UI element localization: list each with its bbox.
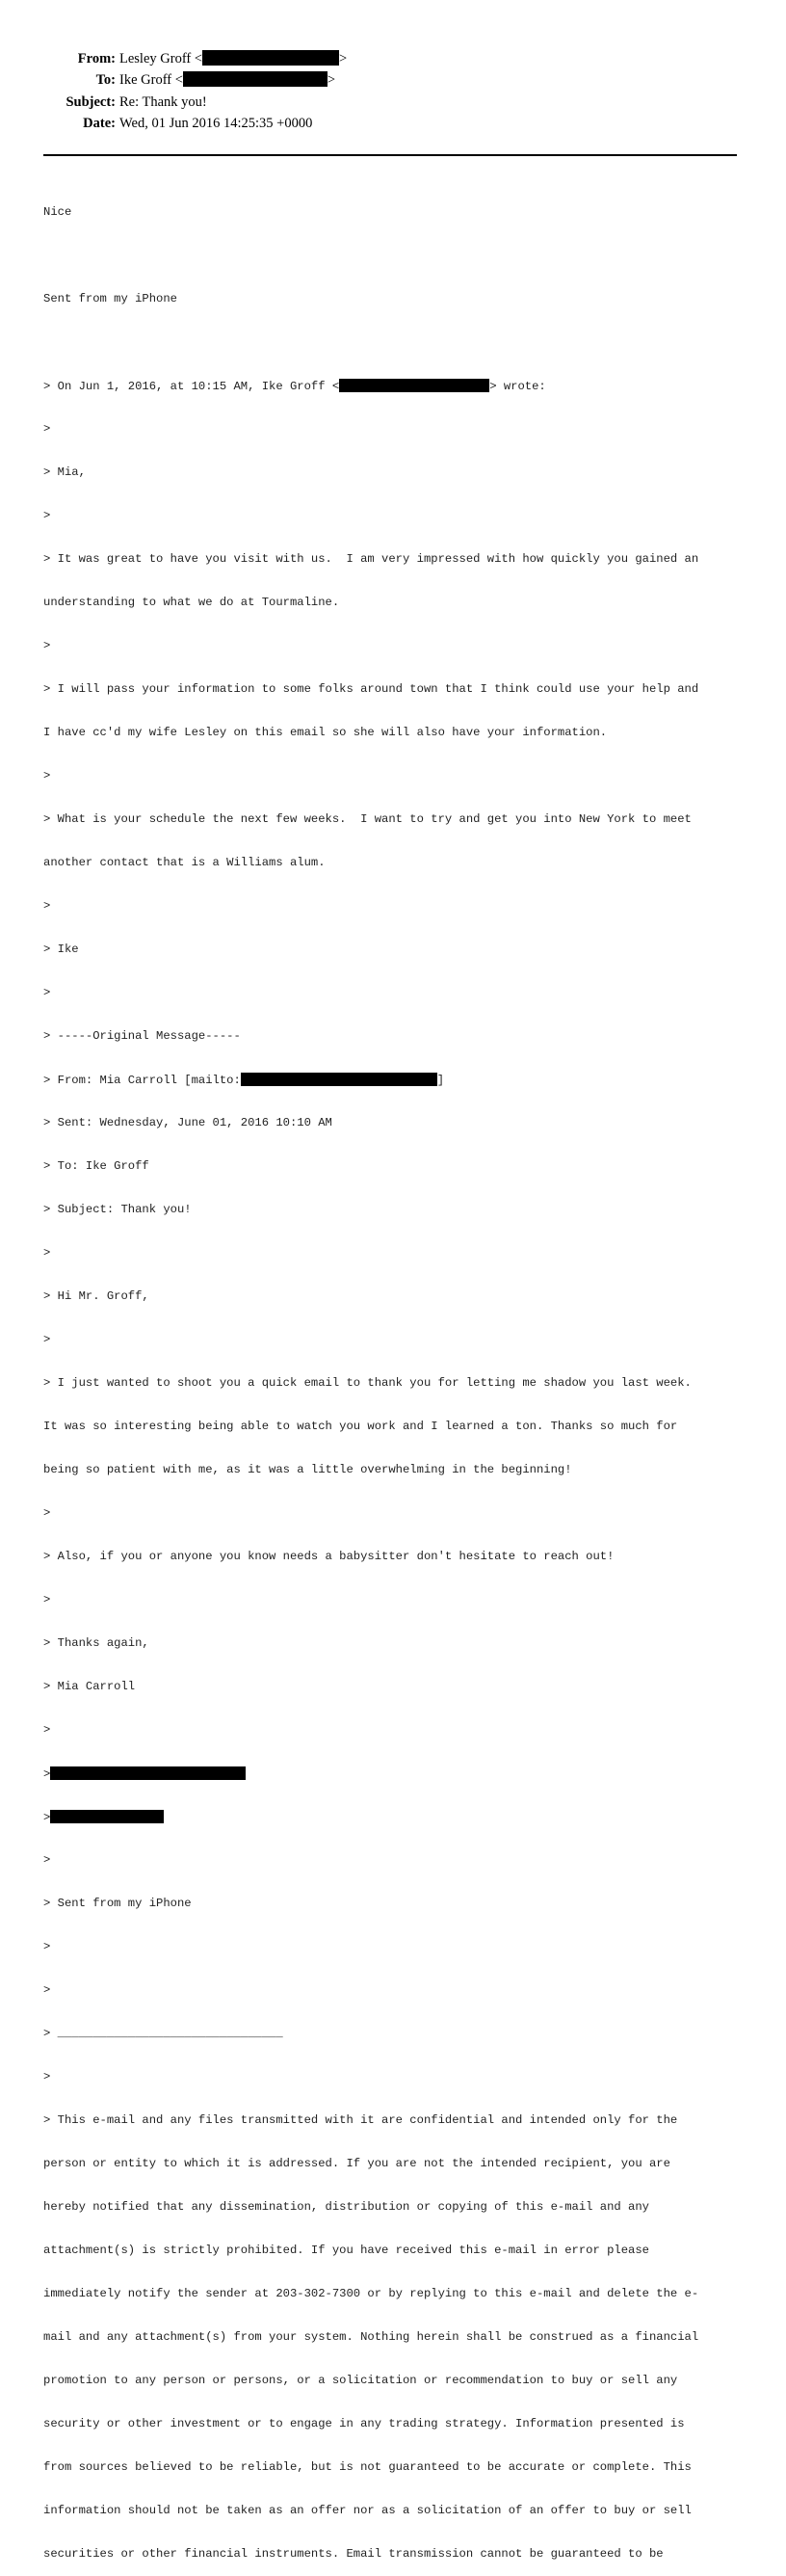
body-line: understanding to what we do at Tourmaline. [43,596,340,609]
body-line: > This e-mail and any files transmitted with it are confidential and intended only for the [43,2113,678,2127]
body-line: > Sent: Wednesday, June 01, 2016 10:10 AM [43,1116,332,1129]
quote-marker: > [43,1767,51,1781]
body-line: > [43,1940,51,1953]
body-line: securities or other financial instruments. Email transmission cannot be guaranteed to be [43,2547,664,2561]
body-line: > [43,422,51,436]
body-line: > What is your schedule the next few weeks. I want to try and get you into New York to meet [43,812,692,826]
body-line: Nice [43,205,72,219]
body-line [43,1073,747,1087]
to-close: > [327,72,336,88]
original-from: > From: Mia Carroll [mailto: [43,1074,241,1087]
body-line: > To: Ike Groff [43,1159,149,1173]
body-line [43,379,747,393]
body-line: > I will pass your information to some folks around town that I think could use your help and [43,682,699,696]
body-line: > ________________________________ [43,2027,283,2040]
body-line: > [43,1853,51,1867]
body-line: > Subject: Thank you! [43,1203,192,1216]
body-line [43,1766,747,1781]
to-value [119,71,335,89]
redaction-bar [339,379,489,392]
to-name: Ike Groff < [119,72,183,88]
body-line: attachment(s) is strictly prohibited. If you have received this e-mail in error please [43,2244,649,2257]
from-value [119,50,347,67]
body-line: mail and any attachment(s) from your system. Nothing herein shall be construed as a financial [43,2330,699,2344]
redaction-bar [50,1810,164,1823]
body-line: promotion to any person or persons, or a solicitation or recommendation to buy or sell any [43,2374,678,2387]
from-label: From: [77,51,116,66]
body-line: > [43,1983,51,1997]
body-line: person or entity to which it is addressed. If you are not the intended recipient, you are [43,2157,670,2170]
redaction-bar [241,1073,437,1086]
body-line [43,1810,747,1824]
body-line: > Also, if you or anyone you know needs a babysitter don't hesitate to reach out! [43,1550,615,1563]
body-line: hereby notified that any dissemination, distribution or copying of this e-mail and any [43,2200,649,2214]
body-line: > [43,1506,51,1520]
body-line: > [43,1333,51,1346]
body-line: It was so interesting being able to watch you work and I learned a ton. Thanks so much for [43,1420,678,1433]
date-value: Wed, 01 Jun 2016 14:25:35 +0000 [119,116,313,131]
body-line: > Mia, [43,465,86,479]
body-line: security or other investment or to engage in any trading strategy. Information presented is [43,2417,685,2430]
body-line: another contact that is a Williams alum. [43,856,326,869]
body-line: I have cc'd my wife Lesley on this email so she will also have your information. [43,726,608,739]
body-line: > [43,509,51,522]
body-line: > Hi Mr. Groff, [43,1289,149,1303]
body-line: > [43,2070,51,2084]
quote-intro-end: > wrote: [489,380,546,393]
body-line: immediately notify the sender at 203-302-7300 or by replying to this e-mail and delete the e- [43,2287,699,2300]
quote-marker: > [43,1811,51,1824]
subject-label: Subject: [66,94,116,110]
from-close: > [339,51,348,66]
subject-value: Re: Thank you! [119,94,207,110]
body-line: > [43,986,51,999]
body-line: > -----Original Message----- [43,1029,241,1043]
body-line: Sent from my iPhone [43,292,177,305]
body-line: > [43,899,51,913]
redaction-bar [50,1766,246,1780]
body-line: > [43,769,51,783]
body-line: from sources believed to be reliable, but is not guaranteed to be accurate or complete. This [43,2460,692,2474]
redaction-bar [202,50,339,66]
body-line: > I just wanted to shoot you a quick email to thank you for letting me shadow you last week. [43,1376,692,1390]
body-line: > Ike [43,943,79,956]
email-body [43,176,747,2576]
body-line: > Thanks again, [43,1636,149,1650]
quote-intro: > On Jun 1, 2016, at 10:15 AM, Ike Groff < [43,380,340,393]
body-line: being so patient with me, as it was a little overwhelming in the beginning! [43,1463,572,1476]
body-line: > [43,1246,51,1260]
date-label: Date: [83,116,116,131]
body-line: information should not be taken as an offer nor as a solicitation of an offer to buy or sell [43,2504,692,2517]
body-line: > [43,639,51,652]
original-from-end: ] [436,1074,445,1087]
body-line: > Mia Carroll [43,1680,136,1693]
body-line: > [43,1723,51,1737]
to-label: To: [95,72,116,88]
redaction-bar [183,71,328,87]
from-name: Lesley Groff < [119,51,203,66]
body-line: > It was great to have you visit with us. I am very impressed with how quickly you gained an [43,552,699,566]
body-line: > Sent from my iPhone [43,1897,192,1910]
header-divider [43,154,737,156]
body-line: > [43,1593,51,1607]
